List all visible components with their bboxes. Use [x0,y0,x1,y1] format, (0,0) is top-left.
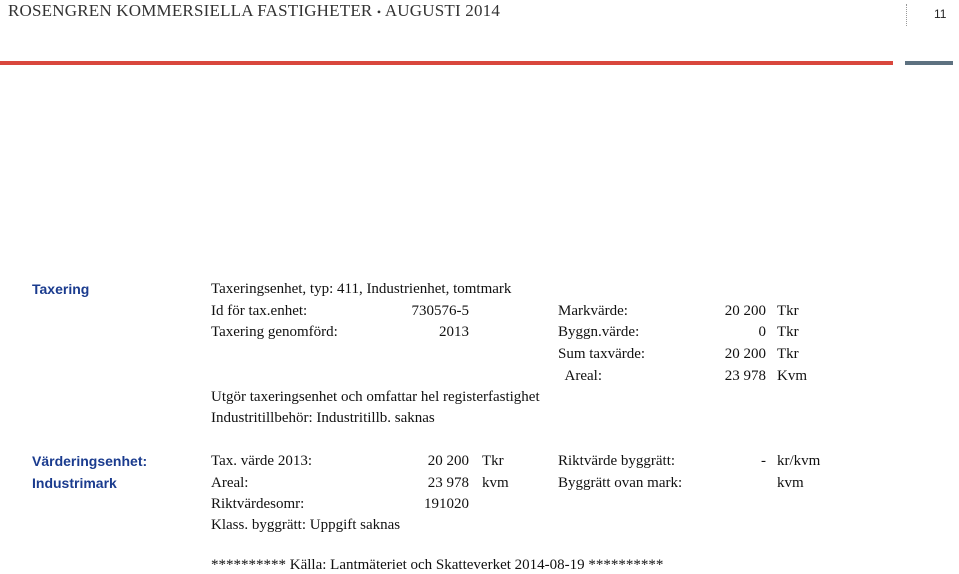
markvarde-unit: Tkr [777,303,799,319]
byggnvarde-unit: Tkr [777,324,799,340]
tax-id-value: 730576-5 [411,303,469,319]
riktvardesomr-label: Riktvärdesomr: [211,496,305,512]
sum-taxvarde-value: 20 200 [724,346,766,362]
vardering-areal-label: Areal: [211,475,249,491]
section-label-industrimark: Industrimark [32,475,117,491]
riktvardesomr-value: 191020 [424,496,469,512]
page-number: 11 [934,7,947,21]
source-note: ********** Källa: Lantmäteriet och Skatteverket 2014-08-19 ********** [211,557,664,573]
vardering-areal-unit: kvm [482,475,509,491]
taxering-note-registerfastighet: Utgör taxeringsenhet och omfattar hel registerfastighet [211,389,540,405]
riktvarde-byggratt-label: Riktvärde byggrätt: [558,453,676,469]
report-period: AUGUSTI 2014 [384,1,501,20]
taxering-areal-unit: Kvm [777,368,807,384]
markvarde-label: Markvärde: [558,303,628,319]
byggnvarde-label: Byggn.värde: [558,324,640,340]
taxering-genomford-value: 2013 [439,324,469,340]
tax-id-label: Id för tax.enhet: [211,303,308,319]
riktvarde-byggratt-unit: kr/kvm [777,453,821,469]
taxvarde-2013-label: Tax. värde 2013: [211,453,313,469]
bullet-separator: • [376,5,382,19]
taxering-areal-label: Areal: [564,368,602,384]
company-name: ROSENGREN KOMMERSIELLA FASTIGHETER [8,1,373,20]
byggratt-ovan-mark-label: Byggrätt ovan mark: [558,475,683,491]
riktvarde-byggratt-value: - [761,453,766,469]
sum-taxvarde-label: Sum taxvärde: [558,346,646,362]
taxering-genomford-label: Taxering genomförd: [211,324,338,340]
sum-taxvarde-unit: Tkr [777,346,799,362]
header-rule-grey [905,61,953,65]
markvarde-value: 20 200 [724,303,766,319]
byggnvarde-value: 0 [758,324,766,340]
report-header [8,0,500,22]
taxvarde-2013-value: 20 200 [427,453,469,469]
section-label-taxering: Taxering [32,281,90,297]
taxering-note-industritillbehor: Industritillbehör: Industritillb. saknas [211,410,435,426]
taxering-type-line: Taxeringsenhet, typ: 411, Industrienhet, tomtmark [211,281,512,297]
klass-byggratt-line: Klass. byggrätt: Uppgift saknas [211,517,401,533]
section-label-varderingsenhet: Värderingsenhet: [32,453,148,469]
vardering-areal-value: 23 978 [427,475,469,491]
header-rule-red [0,61,893,65]
taxering-areal-value: 23 978 [724,368,766,384]
taxvarde-2013-unit: Tkr [482,453,504,469]
header-divider [906,4,908,26]
byggratt-ovan-mark-unit: kvm [777,475,804,491]
